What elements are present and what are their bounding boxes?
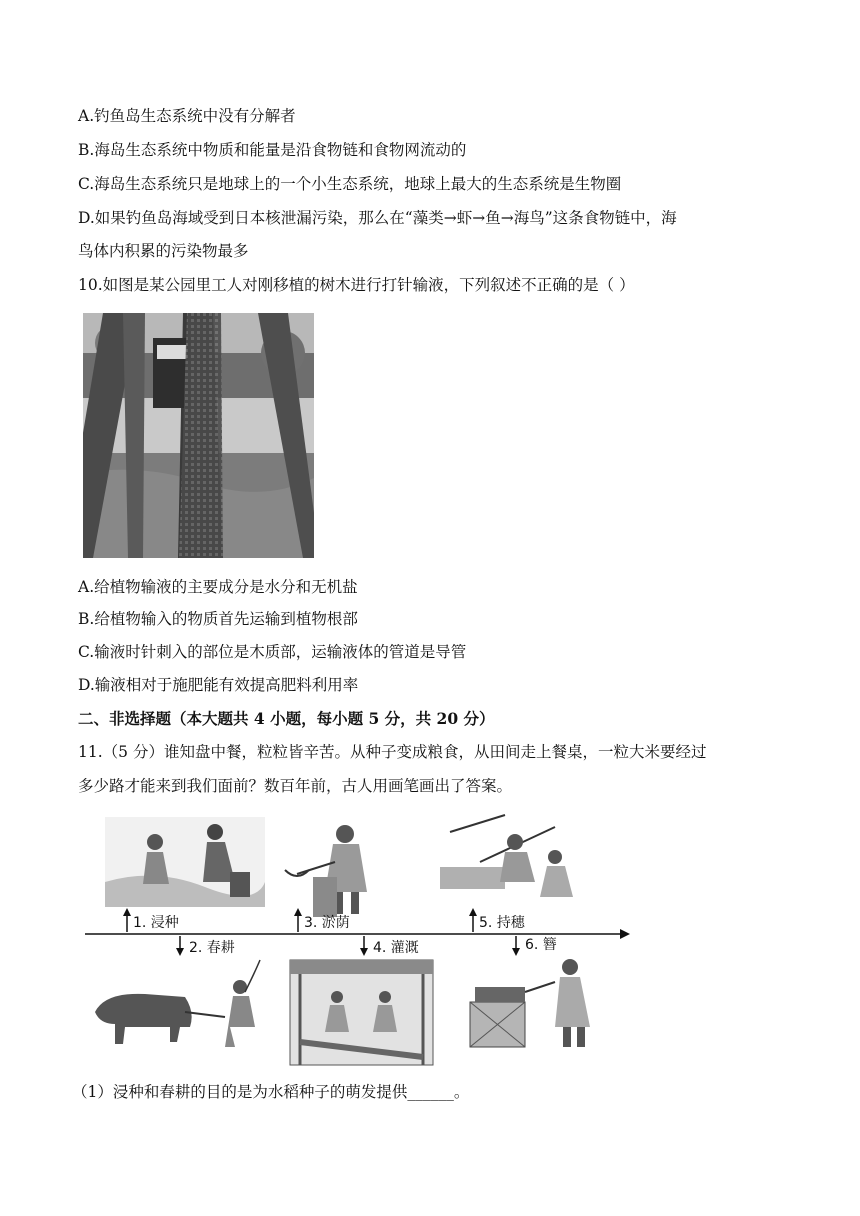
section-heading: 二、非选择题（本大题共 4 小题，每小题 5 分，共 20 分） — [78, 709, 495, 728]
seedling-illustration — [285, 825, 367, 917]
rice-process-illustration — [85, 812, 635, 1072]
q10-option-c: C.输液时针刺入的部位是木质部，运输液体的管道是导管 — [78, 643, 467, 661]
soak-seeds-illustration — [105, 817, 265, 907]
q9-option-c: C.海岛生态系统只是地球上的一个小生态系统，地球上最大的生态系统是生物圈 — [78, 175, 622, 193]
step-label-3: 3. 淤荫 — [304, 915, 350, 931]
tree-infusion-photo — [83, 313, 314, 558]
step-label-2: 2. 春耕 — [189, 940, 235, 956]
q10-option-d: D.输液相对于施肥能有效提高肥料利用率 — [78, 676, 359, 694]
irrigation-illustration — [290, 960, 433, 1065]
q9-option-b: B.海岛生态系统中物质和能量是沿食物链和食物网流动的 — [78, 141, 467, 159]
holding-spikes-illustration — [440, 815, 573, 897]
step-label-1: 1. 浸种 — [133, 915, 179, 931]
q9-option-d: D.如果钓鱼岛海域受到日本核泄漏污染，那么在“藻类→虾→鱼→海鸟”这条食物链中，海 — [78, 209, 677, 227]
q11-stem-line1: 11.（5 分）谁知盘中餐，粒粒皆辛苦。从种子变成粮食，从田间走上餐桌，一粒大米要经过 — [78, 743, 707, 761]
q9-option-a: A.钓鱼岛生态系统中没有分解者 — [78, 107, 296, 125]
q10-option-b: B.给植物输入的物质首先运输到植物根部 — [78, 610, 358, 628]
q11-stem-line2: 多少路才能来到我们面前？数百年前，古人用画笔画出了答案。 — [78, 777, 513, 795]
q9-option-d-cont: 鸟体内积累的污染物最多 — [78, 242, 249, 260]
q11-sub1: （1）浸种和春耕的目的是为水稻种子的萌发提供______。 — [72, 1083, 470, 1101]
plowing-illustration — [95, 960, 260, 1047]
threshing-illustration — [470, 959, 590, 1047]
q10-option-a: A.给植物输液的主要成分是水分和无机盐 — [78, 578, 358, 596]
step-label-6: 6. 簪 — [525, 937, 557, 953]
q10-stem: 10.如图是某公园里工人对刚移植的树木进行打针输液，下列叙述不正确的是（ ） — [78, 276, 635, 294]
step-label-4: 4. 灌溉 — [373, 940, 419, 956]
step-label-5: 5. 持穗 — [479, 915, 525, 931]
